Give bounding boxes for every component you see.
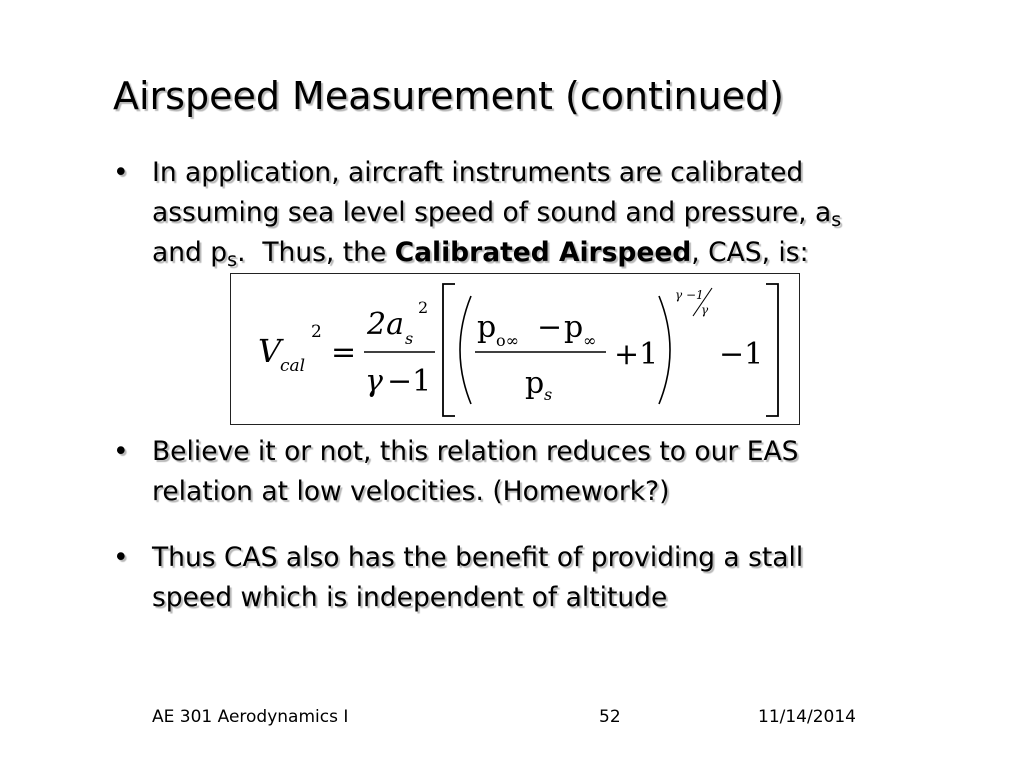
bullet-item-3 — [113, 538, 913, 618]
bullet-dot: • — [113, 157, 129, 188]
eq-plus1: +1 — [614, 337, 659, 372]
cas-equation — [231, 274, 801, 426]
eq-lhs-sup: 2 — [311, 322, 322, 342]
bullet1-line3-sub: s — [227, 248, 238, 271]
bullet-dot: • — [113, 542, 129, 573]
eq-right-paren — [659, 296, 670, 404]
footer-date: 11/14/2014 — [758, 707, 856, 727]
bullet-text-2 — [152, 432, 913, 512]
eq-left-paren — [460, 296, 471, 404]
eq-den-gamma: γ — [365, 364, 383, 399]
eq-exp-den: γ — [701, 303, 709, 317]
footer-page-number: 52 — [599, 707, 621, 727]
eq-minus1: −1 — [719, 337, 764, 372]
eq-inner-num-sub: o∞ — [496, 331, 519, 350]
bullet2-line1: Believe it or not, this relation reduces to our EAS — [152, 436, 799, 467]
eq-inner-num2-sub: ∞ — [583, 331, 597, 350]
eq-inner-minus: − — [537, 310, 563, 345]
eq-num-2a: 2a — [367, 307, 404, 342]
eq-exp-num: γ −1 — [675, 288, 704, 302]
bullet3-line1: Thus CAS also has the benefit of providing a stall — [152, 542, 804, 573]
eq-lhs-v: V — [258, 332, 282, 370]
cas-equation-box — [230, 273, 800, 425]
eq-num-a-sub: s — [405, 329, 414, 348]
slide-title: Airspeed Measurement (continued) — [113, 74, 785, 118]
bullet3-line2: speed which is independent of altitude — [152, 582, 668, 613]
bullet1-line2: assuming sea level speed of sound and pressure, a — [152, 197, 832, 228]
bullet-item-2 — [113, 432, 913, 512]
bullet1-line3b: . Thus, the — [237, 237, 395, 268]
bullet1-bold-term: Calibrated Airspeed — [394, 237, 692, 268]
eq-inner-num2-p: p — [564, 310, 584, 345]
bullet1-line1: In application, aircraft instruments are calibrated — [152, 157, 804, 188]
bullet-dot: • — [113, 436, 129, 467]
bullet1-line3a: and p — [152, 237, 228, 268]
eq-inner-num-p: p — [477, 310, 497, 345]
bullet-item-1 — [113, 153, 913, 273]
bullet-text-1 — [152, 153, 913, 273]
eq-num-sup: 2 — [418, 298, 429, 317]
eq-equals: = — [331, 335, 357, 370]
bullet2-line2: relation at low velocities. (Homework?) — [152, 476, 670, 507]
eq-inner-den-p: p — [525, 366, 545, 401]
eq-left-bracket — [443, 284, 455, 416]
eq-right-bracket — [766, 284, 778, 416]
eq-inner-den-sub: s — [544, 385, 553, 404]
eq-lhs-sub: cal — [280, 356, 306, 376]
bullet-text-3 — [152, 538, 913, 618]
footer-course: AE 301 Aerodynamics I — [152, 707, 349, 727]
eq-den-minus1: −1 — [387, 364, 432, 399]
bullet1-line2-sub: s — [831, 208, 842, 231]
bullet1-line3c: , CAS, is: — [691, 237, 809, 268]
